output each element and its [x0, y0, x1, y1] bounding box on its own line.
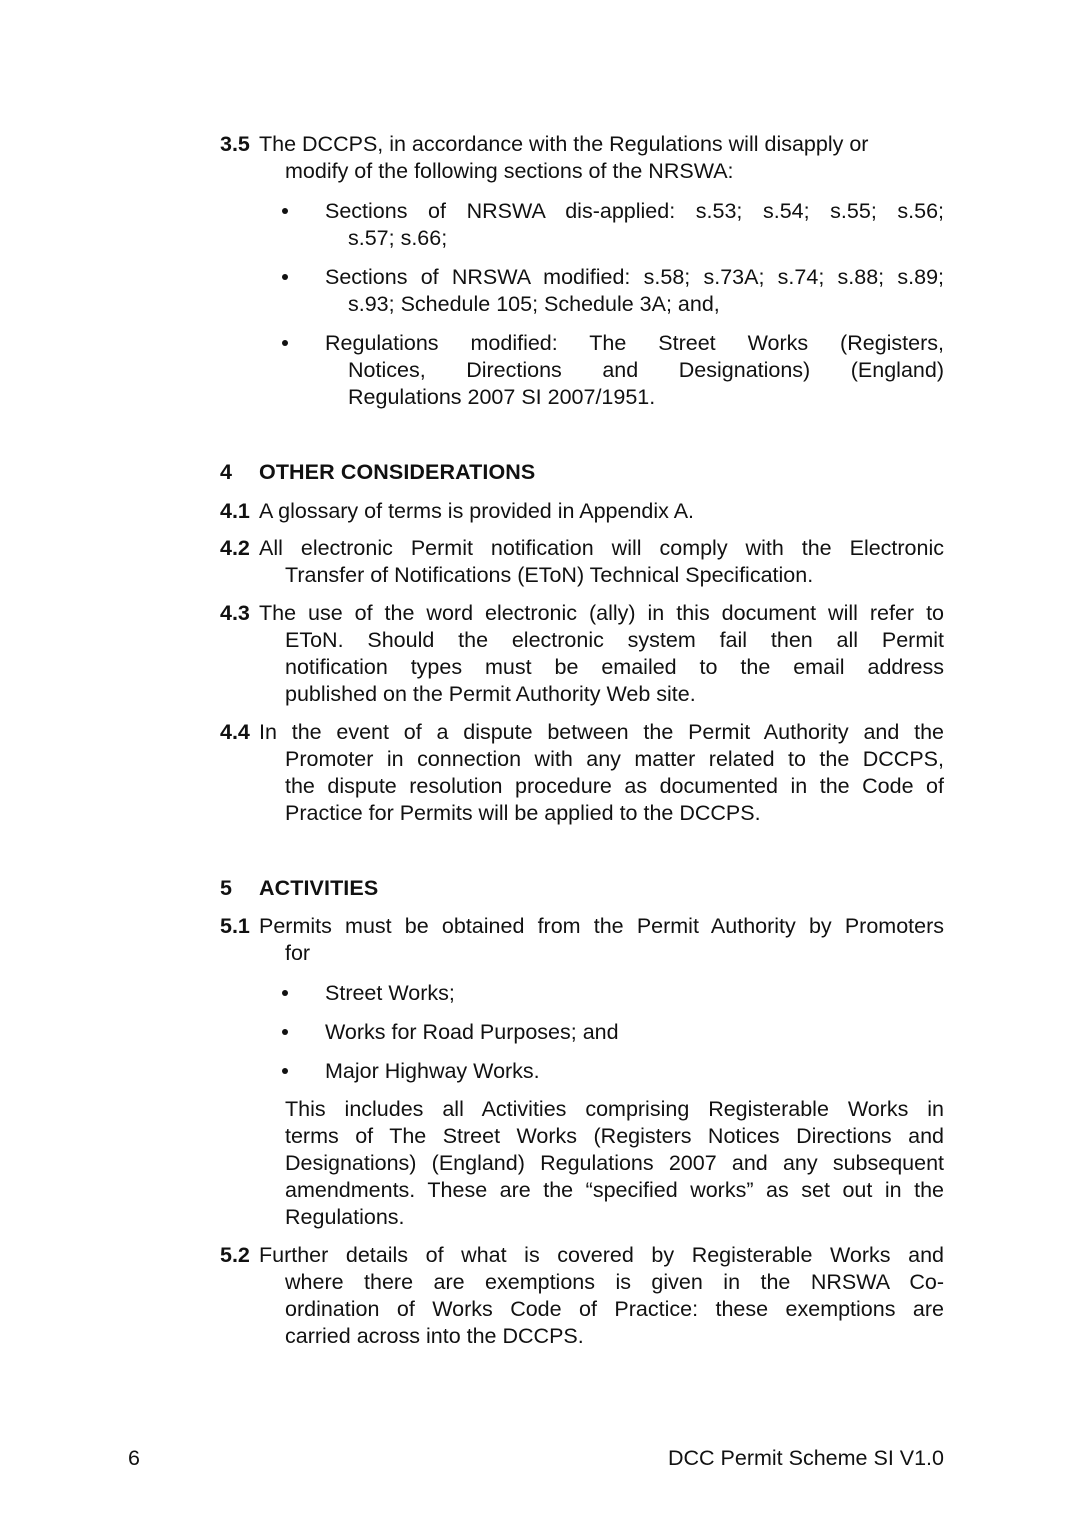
paragraph-line: A glossary of terms is provided in Appendix A.	[259, 499, 695, 523]
paragraph-line: Permits must be obtained from the Permit Authority by Promoters	[259, 914, 944, 938]
paragraph-line: Transfer of Notifications (EToN) Technical Specification.	[285, 563, 814, 587]
bullet-text: Major Highway Works.	[325, 1059, 540, 1083]
bullet-text: Regulations 2007 SI 2007/1951.	[348, 385, 656, 409]
heading-title: OTHER CONSIDERATIONS	[259, 460, 536, 484]
section-number: 5.2	[220, 1243, 250, 1267]
paragraph-line: In the event of a dispute between the Permit Authority and the	[259, 720, 944, 744]
bullet-text: s.57; s.66;	[348, 226, 448, 250]
section-number: 4.1	[220, 499, 250, 523]
paragraph-line: for	[285, 941, 311, 965]
bullet-text: Regulations modified: The Street Works (Registers,	[325, 331, 944, 355]
section-number: 4.3	[220, 601, 250, 625]
paragraph-line: where there are exemptions is given in the NRSWA Co-	[285, 1270, 944, 1294]
paragraph-line: amendments. These are the “specified works” as set out in the	[285, 1178, 944, 1202]
bullet-text: Notices, Directions and Designations) (England)	[348, 358, 944, 382]
bullet-text: Sections of NRSWA dis-applied: s.53; s.54; s.55; s.56;	[325, 199, 944, 223]
paragraph-line: Designations) (England) Regulations 2007 and any subsequent	[285, 1151, 944, 1175]
bullet-text: Works for Road Purposes; and	[325, 1020, 619, 1044]
paragraph-line: The use of the word electronic (ally) in this document will refer to	[259, 601, 944, 625]
paragraph-line: published on the Permit Authority Web site.	[285, 682, 696, 706]
heading-title: ACTIVITIES	[259, 876, 379, 900]
heading-number: 5	[220, 876, 232, 900]
paragraph-line: terms of The Street Works (Registers Notices Directions and	[285, 1124, 944, 1148]
paragraph-line: EToN. Should the electronic system fail then all Permit	[285, 628, 944, 652]
paragraph-line: All electronic Permit notification will comply with the Electronic	[259, 536, 944, 560]
section-number: 5.1	[220, 914, 250, 938]
paragraph-line: Regulations.	[285, 1205, 405, 1229]
paragraph-line: Further details of what is covered by Registerable Works and	[259, 1243, 944, 1267]
paragraph-line: ordination of Works Code of Practice: these exemptions are	[285, 1297, 944, 1321]
page-number: 6	[128, 1446, 140, 1470]
paragraph-line: Promoter in connection with any matter related to the DCCPS,	[285, 747, 944, 771]
paragraph-line: modify of the following sections of the NRSWA:	[285, 159, 734, 183]
bullet-text: s.93; Schedule 105; Schedule 3A; and,	[348, 292, 720, 316]
heading-number: 4	[220, 460, 232, 484]
document-title: DCC Permit Scheme SI V1.0	[667, 1446, 944, 1470]
paragraph-line: Practice for Permits will be applied to the DCCPS.	[285, 801, 761, 825]
paragraph-line: the dispute resolution procedure as documented in the Code of	[285, 774, 944, 798]
paragraph-line: notification types must be emailed to the email address	[285, 655, 944, 679]
bullet-text: Street Works;	[325, 981, 455, 1005]
bullet-text: Sections of NRSWA modified: s.58; s.73A; s.74; s.88; s.89;	[325, 265, 944, 289]
section-number: 4.4	[220, 720, 250, 744]
paragraph-line: The DCCPS, in accordance with the Regulations will disapply or	[259, 132, 869, 156]
section-number: 4.2	[220, 536, 250, 560]
section-number: 3.5	[220, 132, 250, 156]
paragraph-line: This includes all Activities comprising Registerable Works in	[285, 1097, 944, 1121]
paragraph-line: carried across into the DCCPS.	[285, 1324, 584, 1348]
